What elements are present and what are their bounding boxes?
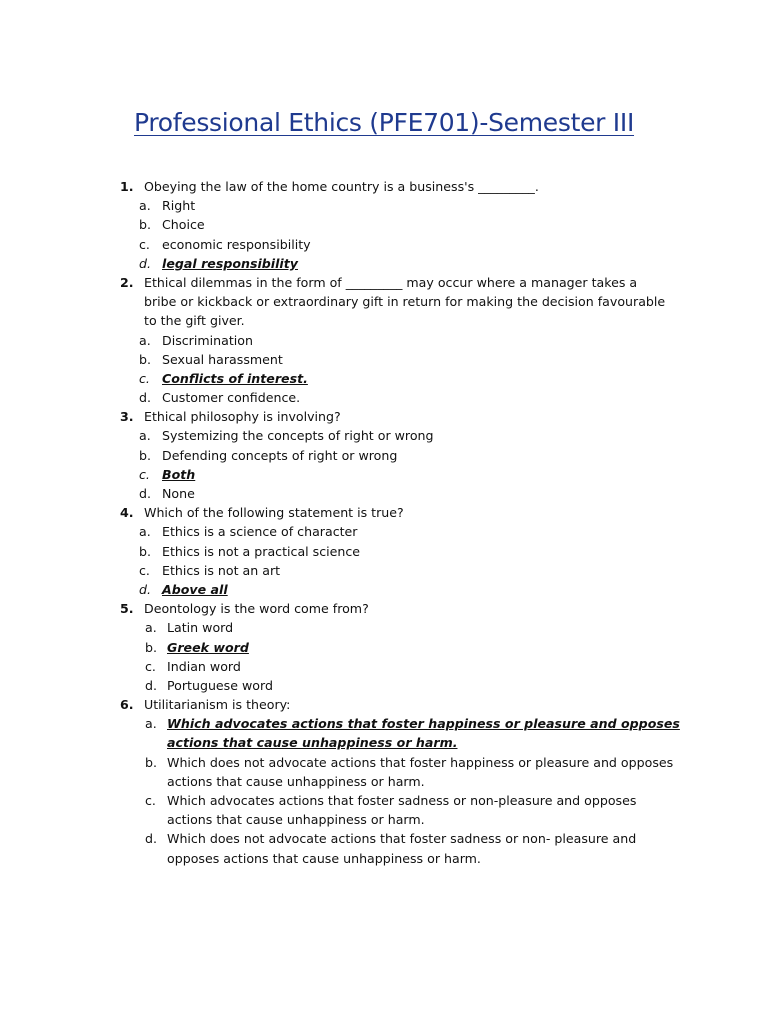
question-text: Utilitarianism is theory: — [144, 697, 291, 713]
question-5 — [0, 599, 768, 695]
option-b: b. Sexual harassment — [0, 350, 768, 369]
option-c-answer: c. Both — [0, 465, 768, 484]
option-b: b. Defending concepts of right or wrong — [0, 446, 768, 465]
option-text: actions that cause unhappiness or harm. — [167, 812, 425, 828]
option-text: Choice — [162, 217, 205, 233]
question-number: 5. — [120, 601, 134, 617]
option-text: Customer confidence. — [162, 390, 301, 406]
option-text: Which does not advocate actions that foster happiness or pleasure and opposes — [167, 754, 674, 770]
option-a: a. Systemizing the concepts of right or wrong — [0, 426, 768, 445]
option-d-answer: d. Above all — [0, 580, 768, 599]
page-title: Professional Ethics (PFE701)-Semester III — [133, 108, 635, 137]
option-b: b. Ethics is not a practical science — [0, 542, 768, 561]
option-text: Which advocates actions that foster sadness or non-pleasure and opposes — [167, 793, 637, 808]
question-text: Ethical philosophy is involving? — [144, 409, 341, 425]
option-c: c. Which advocates actions that foster sadness or non-pleasure and opposes — [0, 791, 768, 810]
option-text: None — [162, 486, 195, 501]
question-number: 2. — [120, 274, 134, 290]
option-text: Systemizing the concepts of right or wrong — [162, 428, 434, 444]
question-1 — [0, 177, 768, 273]
answer-text: actions that cause unhappiness or harm. — [167, 735, 458, 751]
option-a: a. Discrimination — [0, 331, 768, 350]
answer-text: Above all — [162, 581, 228, 597]
question-6 — [0, 695, 768, 868]
option-text: Defending concepts of right or wrong — [162, 447, 398, 463]
option-c-answer: c. Conflicts of interest. — [0, 369, 768, 388]
question-list — [0, 177, 768, 868]
answer-text: Greek word — [167, 639, 249, 655]
question-number: 1. — [120, 179, 134, 194]
option-a: a. Right — [0, 196, 768, 215]
question-text: Ethical dilemmas in the form of _________ may occur where a manager takes a — [144, 274, 638, 290]
question-number: 6. — [120, 697, 134, 713]
option-a-answer: a. Which advocates actions that foster happiness or pleasure and opposes — [0, 714, 768, 733]
answer-text: legal responsibility — [162, 255, 298, 271]
option-text: actions that cause unhappiness or harm. — [167, 773, 425, 789]
question-4 — [0, 503, 768, 599]
question-2 — [0, 273, 768, 407]
option-d: d. Customer confidence. — [0, 388, 768, 407]
question-number: 3. — [120, 409, 134, 425]
option-text: Which does not advocate actions that foster sadness or non- pleasure and — [167, 831, 637, 847]
option-c: c. Ethics is not an art — [0, 561, 768, 580]
answer-text: Both — [162, 466, 196, 482]
option-b: b. Which does not advocate actions that foster happiness or pleasure and opposes — [0, 753, 768, 772]
option-d: d. None — [0, 484, 768, 503]
option-text: Indian word — [167, 658, 241, 674]
option-c: c. economic responsibility — [0, 235, 768, 254]
option-a: a. Ethics is a science of character — [0, 522, 768, 541]
question-text: Which of the following statement is true? — [144, 505, 404, 521]
option-d: d. Which does not advocate actions that foster sadness or non- pleasure and — [0, 829, 768, 848]
question-text: bribe or kickback or extraordinary gift in return for making the decision favourable — [144, 294, 666, 310]
option-text: Latin word — [167, 620, 234, 636]
option-text: opposes actions that cause unhappiness or harm. — [167, 850, 481, 866]
option-a: a. Latin word — [0, 618, 768, 637]
option-text: Right — [162, 198, 196, 214]
question-number: 4. — [120, 505, 134, 521]
option-c: c. Indian word — [0, 657, 768, 676]
question-3 — [0, 407, 768, 503]
answer-text: Which advocates actions that foster happiness or pleasure and opposes — [167, 716, 680, 732]
option-d: d. Portuguese word — [0, 676, 768, 695]
option-d-answer: d. legal responsibility — [0, 254, 768, 273]
option-text: Discrimination — [162, 332, 253, 348]
answer-text: Conflicts of interest. — [162, 370, 308, 386]
option-text: economic responsibility — [162, 236, 311, 252]
option-text: Ethics is not a practical science — [162, 543, 361, 559]
option-text: Sexual harassment — [162, 351, 283, 367]
question-text: Obeying the law of the home country is a business's _________. — [144, 179, 539, 194]
option-b: b. Choice — [0, 215, 768, 234]
option-text: Ethics is not an art — [162, 562, 281, 578]
option-b-answer: b. Greek word — [0, 638, 768, 657]
option-text: Portuguese word — [167, 677, 273, 693]
question-text: Deontology is the word come from? — [144, 601, 369, 617]
option-text: Ethics is a science of character — [162, 524, 358, 540]
question-text: to the gift giver. — [144, 313, 245, 329]
